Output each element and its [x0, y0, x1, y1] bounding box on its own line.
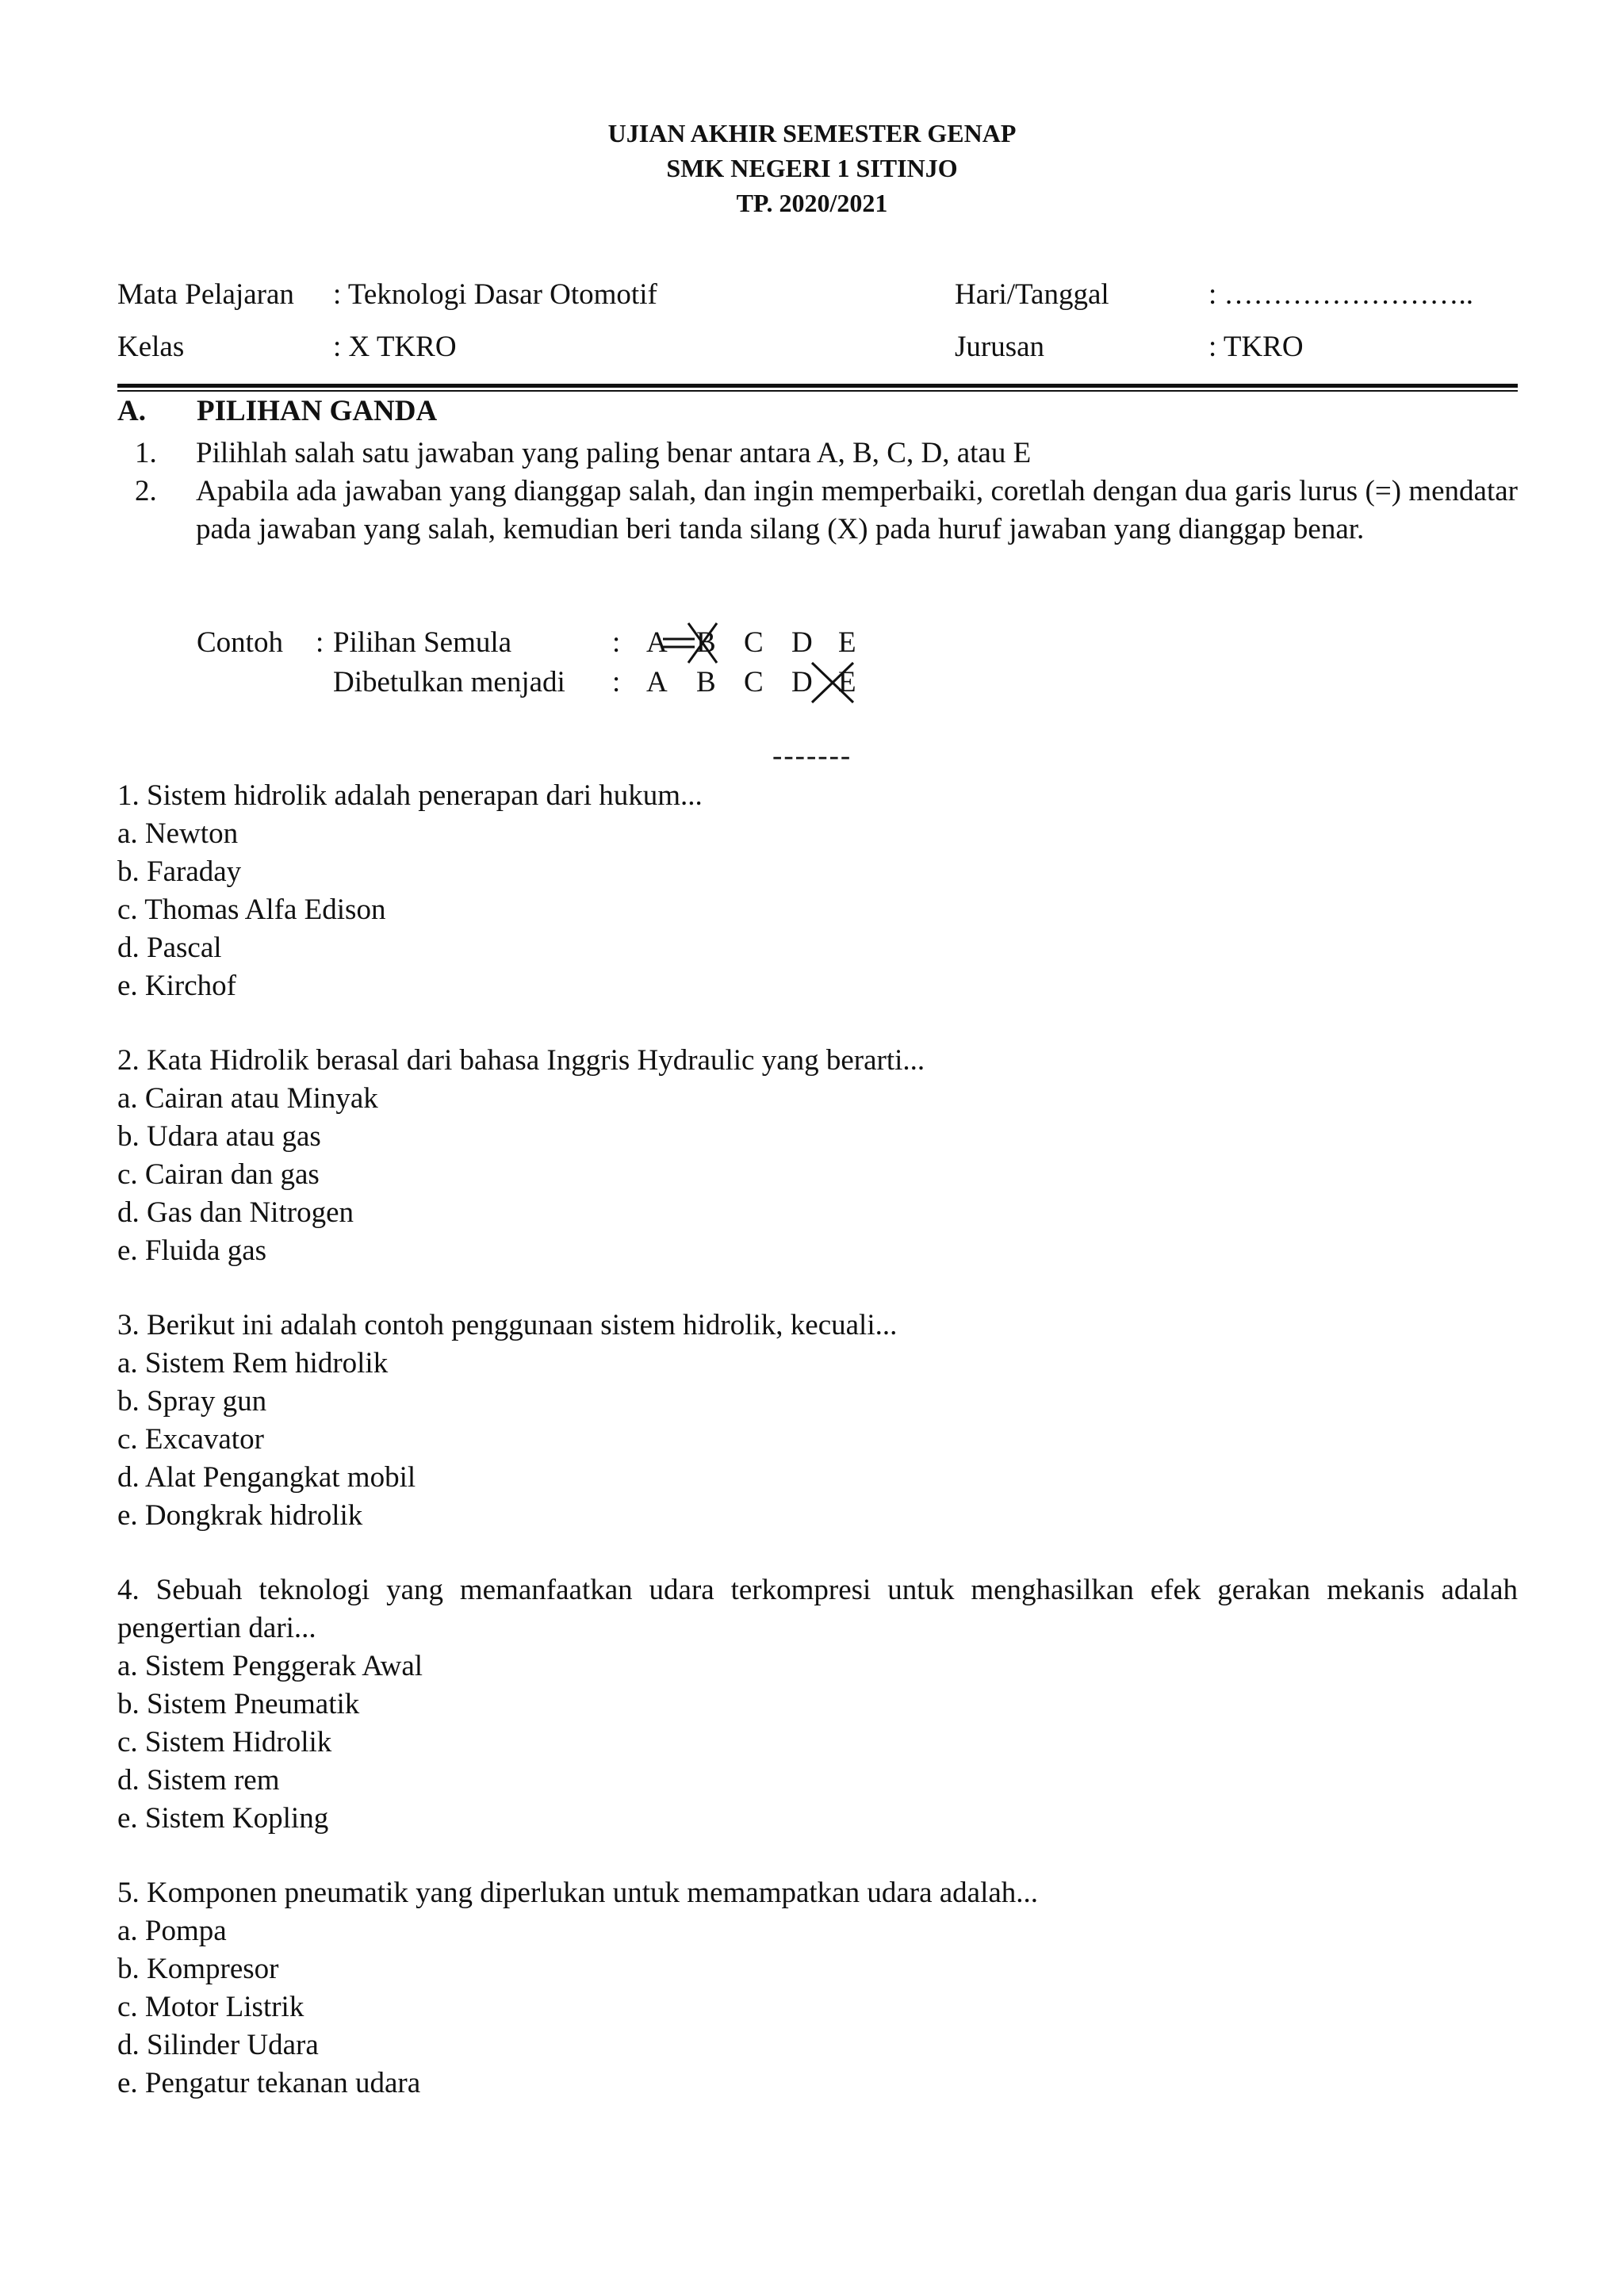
option-b: b. Kompresor [117, 1953, 279, 1985]
mapel-label: Mata Pelajaran [117, 278, 294, 311]
section-letter: A. [117, 395, 146, 427]
option-d: d. Sistem rem [117, 1764, 280, 1797]
example-label: Contoh [197, 626, 283, 659]
example-letter: E [838, 666, 856, 698]
option-d: d. Silinder Udara [117, 2029, 319, 2061]
option-a: a. Pompa [117, 1915, 227, 1947]
example-letter: D [791, 626, 813, 659]
kelas-label: Kelas [117, 331, 185, 363]
instruction-item [127, 473, 1518, 549]
option-a: a. Sistem Penggerak Awal [117, 1650, 423, 1682]
jurusan-label: Jurusan [955, 331, 1045, 363]
example-letter: B [696, 626, 716, 659]
option-e: e. Fluida gas [117, 1234, 267, 1267]
question-text: 1. Sistem hidrolik adalah penerapan dari hukum... [117, 779, 703, 812]
jurusan-value: : TKRO [1208, 331, 1304, 363]
option-b: b. Udara atau gas [117, 1120, 321, 1153]
option-b: b. Faraday [117, 855, 242, 888]
option-c: c. Sistem Hidrolik [117, 1726, 332, 1758]
example-letter: A [646, 626, 668, 659]
question-text: 4. Sebuah teknologi yang memanfaatkan udara terkompresi untuk menghasilkan efek gerakan mekanis adalah pengertian dari... [117, 1574, 1518, 1644]
option-e: e. Dongkrak hidrolik [117, 1499, 363, 1532]
section-title: PILIHAN GANDA [197, 395, 438, 427]
example-row1-sep: : [612, 626, 621, 659]
hari-value: : …………………….. [1208, 278, 1474, 311]
exam-title: UJIAN AKHIR SEMESTER GENAP [607, 119, 1017, 147]
example-letter: A [646, 666, 668, 698]
example-colon: : [316, 626, 324, 659]
question-text: 5. Komponen pneumatik yang diperlukan untuk memampatkan udara adalah... [117, 1877, 1039, 1909]
option-a: a. Newton [117, 817, 239, 850]
example-letter: C [744, 666, 764, 698]
option-d: d. Pascal [117, 932, 222, 964]
question-item [117, 1874, 1518, 2103]
option-d: d. Alat Pengangkat mobil [117, 1461, 416, 1494]
separator: ------- [772, 740, 852, 772]
example-letter: C [744, 626, 764, 659]
question-text: 2. Kata Hidrolik berasal dari bahasa Inggris Hydraulic yang berarti... [117, 1044, 925, 1077]
option-b: b. Spray gun [117, 1385, 267, 1418]
option-c: c. Thomas Alfa Edison [117, 894, 386, 926]
example-row2-label: Dibetulkan menjadi [333, 666, 565, 698]
example-row1-label: Pilihan Semula [333, 626, 512, 659]
option-a: a. Cairan atau Minyak [117, 1082, 378, 1115]
instruction-item [127, 434, 1518, 473]
question-text: 3. Berikut ini adalah contoh penggunaan sistem hidrolik, kecuali... [117, 1309, 898, 1341]
mapel-value: : Teknologi Dasar Otomotif [333, 278, 657, 311]
question-item [117, 1042, 1518, 1270]
hari-label: Hari/Tanggal [955, 278, 1109, 311]
kelas-value: : X TKRO [333, 331, 457, 363]
option-e: e. Sistem Kopling [117, 1802, 329, 1835]
question-item [117, 1307, 1518, 1535]
option-d: d. Gas dan Nitrogen [117, 1196, 354, 1229]
example-row2-sep: : [612, 666, 621, 698]
option-e: e. Kirchof [117, 970, 236, 1002]
option-b: b. Sistem Pneumatik [117, 1688, 360, 1720]
instruction-text: Pilihlah salah satu jawaban yang paling benar antara A, B, C, D, atau E [196, 437, 1032, 469]
option-c: c. Motor Listrik [117, 1991, 304, 2023]
option-c: c. Cairan dan gas [117, 1158, 320, 1191]
option-c: c. Excavator [117, 1423, 264, 1456]
instruction-number: 1. [135, 437, 157, 469]
exam-header [0, 116, 1624, 220]
example-letter: B [696, 666, 716, 698]
question-item [117, 1571, 1518, 1838]
instruction-number: 2. [135, 475, 157, 507]
instruction-text: Apabila ada jawaban yang dianggap salah, dan ingin memperbaiki, coretlah dengan dua garis lurus (=) mendatar pada jawaban yang salah, kemudian beri tanda silang (X) pada huruf jawaban yang dianggap benar. [196, 475, 1518, 545]
example-letter: E [838, 626, 856, 659]
option-e: e. Pengatur tekanan udara [117, 2067, 421, 2099]
school-name: SMK NEGERI 1 SITINJO [666, 154, 958, 182]
option-a: a. Sistem Rem hidrolik [117, 1347, 389, 1380]
school-year: TP. 2020/2021 [736, 189, 888, 217]
header-rule-thick [117, 384, 1518, 388]
question-item [117, 777, 1518, 1005]
example-letter: D [791, 666, 813, 698]
